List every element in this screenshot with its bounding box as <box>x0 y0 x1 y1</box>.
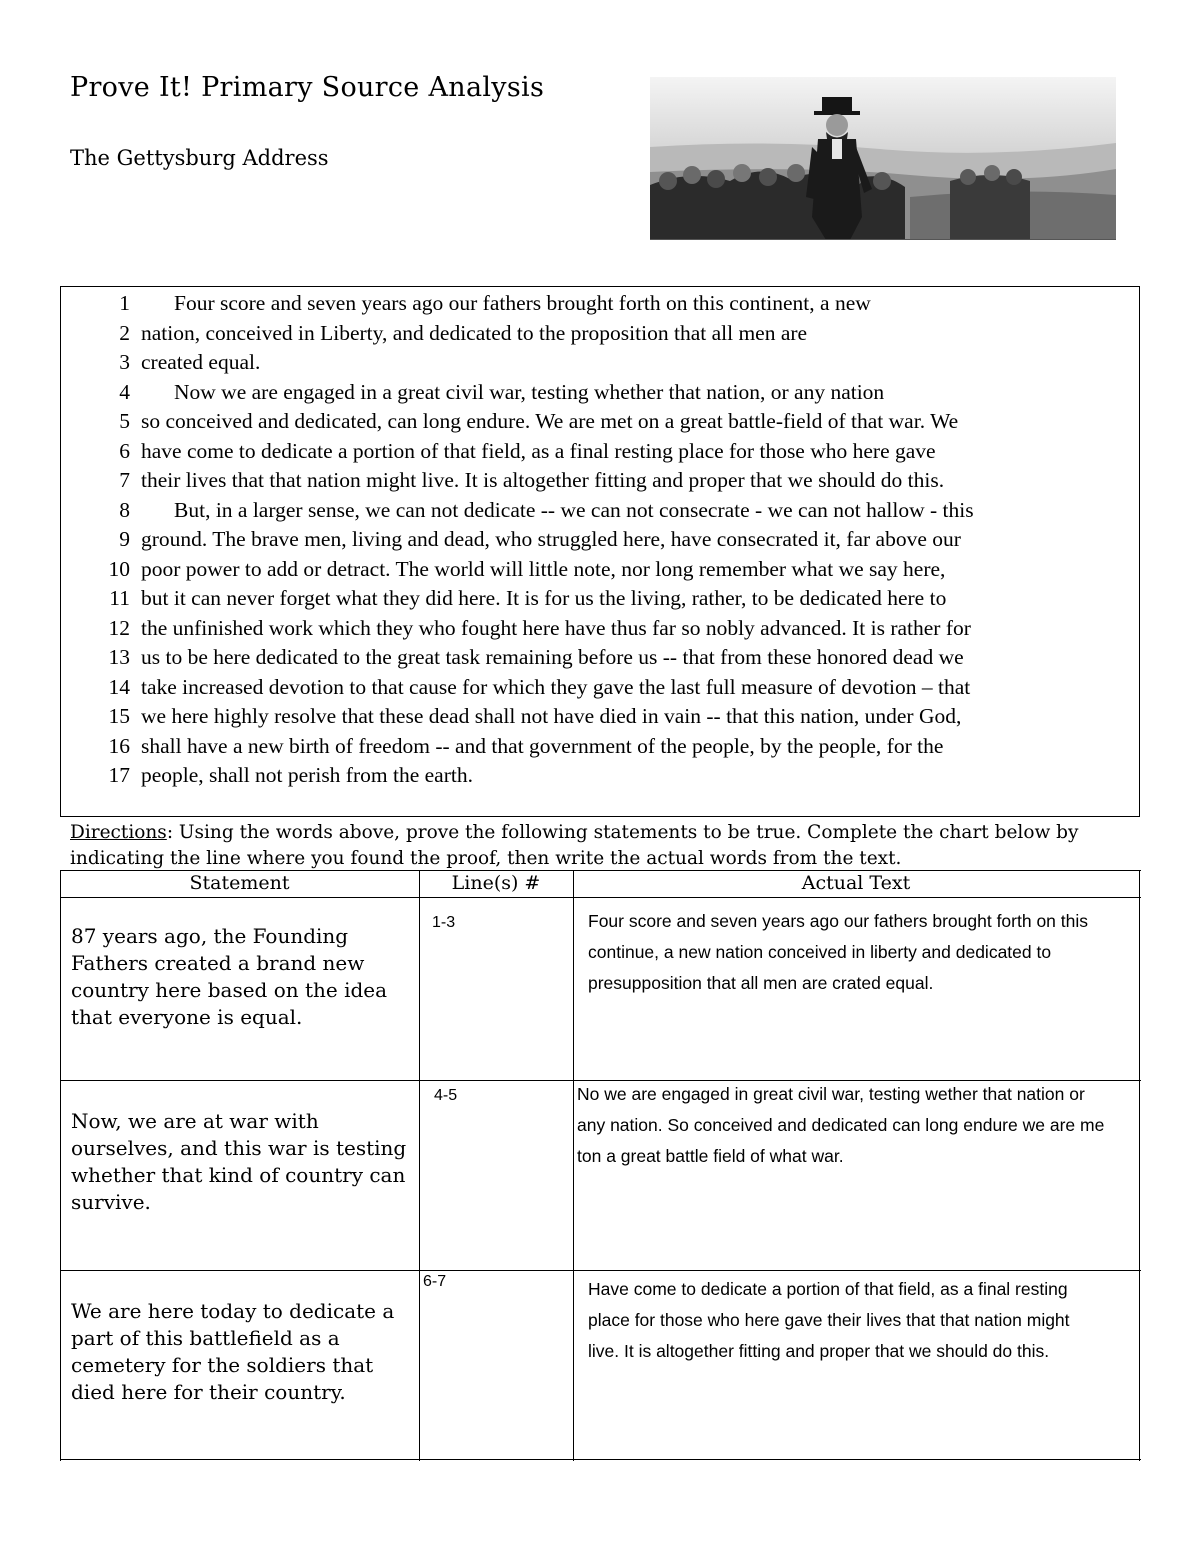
line-text: but it can never forget what they did here. It is for us the living, rather, to be dedicated here to <box>141 586 947 610</box>
row-1-statement: 87 years ago, the Founding Fathers created a brand new country here based on the idea that everyone is equal. <box>71 924 388 1029</box>
line-text: poor power to add or detract. The world will little note, nor long remember what we say here, <box>141 556 946 581</box>
line-text: have come to dedicate a portion of that field, as a final resting place for those who here gave <box>141 438 936 463</box>
line-number: 12 <box>108 615 130 640</box>
line-number: 8 <box>119 497 130 522</box>
header-lines: Line(s) # <box>451 872 541 894</box>
line-number: 14 <box>108 674 130 699</box>
line-text: us to be here dedicated to the great task remaining before us -- that from these honored dead we <box>141 645 964 669</box>
page-subtitle: The Gettysburg Address <box>70 146 329 170</box>
line-number: 7 <box>119 468 130 492</box>
lincoln-speech-illustration <box>650 77 1116 240</box>
line-number: 13 <box>108 645 130 669</box>
line-text: so conceived and dedicated, can long endure. We are met on a great battle-field of that war. We <box>141 409 959 433</box>
line-text: people, shall not perish from the earth. <box>141 763 473 787</box>
proof-chart <box>60 870 1141 1461</box>
row-3-actual-line: place for those who here gave their lives that that nation might <box>588 1310 1070 1330</box>
line-text: the unfinished work which they who fought here have thus far so nobly advanced. It is rather for <box>141 615 971 640</box>
row-3-actual-line: live. It is altogether fitting and proper that we should do this. <box>588 1341 1050 1361</box>
page-title: Prove It! Primary Source Analysis <box>70 72 545 103</box>
line-text: we here highly resolve that these dead shall not have died in vain -- that this nation, under God, <box>141 704 962 728</box>
row-2-lines[interactable]: 4-5 <box>434 1087 458 1104</box>
row-2-actual-line: any nation. So conceived and dedicated can long endure we are me <box>577 1115 1105 1135</box>
line-text: shall have a new birth of freedom -- and that government of the people, by the people, for the <box>141 733 944 758</box>
row-1-actual-line: continue, a new nation conceived in liberty and dedicated to <box>588 942 1052 962</box>
line-number: 4 <box>119 379 130 404</box>
line-text: ground. The brave men, living and dead, who struggled here, have consecrated it, far above our <box>141 527 961 551</box>
header-actual-text: Actual Text <box>801 872 911 894</box>
line-text: their lives that that nation might live. It is altogether fitting and proper that we should do this. <box>141 468 945 492</box>
row-3-actual-text[interactable] <box>588 1274 1070 1367</box>
directions-label: Directions <box>70 822 167 843</box>
line-text: take increased devotion to that cause for which they gave the last full measure of devotion – that <box>141 674 971 699</box>
line-number: 6 <box>119 438 130 463</box>
row-1-lines[interactable]: 1-3 <box>432 914 456 931</box>
line-text: Now we are engaged in a great civil war, testing whether that nation, or any nation <box>174 379 885 404</box>
line-text: But, in a larger sense, we can not dedicate -- we can not consecrate - we can not hallow - this <box>174 497 974 522</box>
row-2-actual-line: ton a great battle field of what war. <box>577 1146 844 1166</box>
row-3-statement: We are here today to dedicate a part of this battlefield as a cemetery for the soldiers that died here for their country. <box>71 1299 395 1404</box>
row-3-actual-line: Have come to dedicate a portion of that field, as a final resting <box>588 1279 1068 1299</box>
line-number: 17 <box>108 763 130 787</box>
row-2-actual-line: No we are engaged in great civil war, testing wether that nation or <box>577 1084 1085 1104</box>
line-text: created equal. <box>141 350 261 374</box>
line-number: 11 <box>109 586 130 610</box>
line-number: 10 <box>108 556 130 581</box>
line-text: nation, conceived in Liberty, and dedicated to the proposition that all men are <box>141 320 808 345</box>
row-2-actual-text[interactable] <box>577 1079 1104 1172</box>
directions <box>70 820 1150 872</box>
directions-text: : Using the words above, prove the following statements to be true. Complete the chart below by indicating the line where you found the proof, then write the actual words from the text. <box>70 822 1079 869</box>
line-number: 1 <box>119 291 130 315</box>
line-number: 5 <box>119 409 130 433</box>
row-3-lines[interactable]: 6-7 <box>423 1273 447 1290</box>
line-number: 2 <box>119 320 130 345</box>
row-1-actual-text[interactable] <box>588 906 1088 999</box>
line-number: 3 <box>119 350 130 374</box>
line-number: 15 <box>108 704 130 728</box>
speech-text-box <box>60 286 1140 817</box>
header-statement: Statement <box>189 872 290 894</box>
row-1-actual-line: Four score and seven years ago our fathers brought forth on this <box>588 911 1089 931</box>
line-number: 16 <box>108 733 130 758</box>
line-text: Four score and seven years ago our fathers brought forth on this continent, a new <box>174 291 871 315</box>
row-2-statement: Now, we are at war with ourselves, and this war is testing whether that kind of country can survive. <box>71 1109 407 1214</box>
row-1-actual-line: presupposition that all men are crated equal. <box>588 973 934 993</box>
line-number: 9 <box>119 527 130 551</box>
